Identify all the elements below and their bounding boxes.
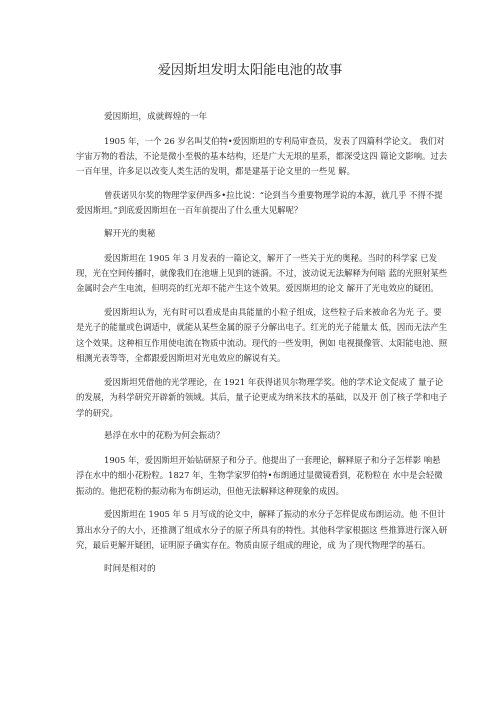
- paragraph: 爱因斯坦在 1905 年 5 月写成的论文中，解释了振动的水分子怎样促成布朗运动。他 不但计算出水分子的大小，还推测了组成水分子的原子所具有的特性。其他科学家根据这 些推算进行深入研究，最后更解开疑团，证明原子确实存在。物质由原子组成的理论，成 为了现代物理学的基石。: [76, 509, 448, 551]
- document-body: [76, 110, 448, 577]
- section-heading: 时间是相对的: [104, 563, 156, 574]
- paragraph: 1905 年，爱因斯坦开始钻研原子和分子。他提出了一套理论，解释原子和分子怎样影 响悬浮在水中的细小花粉粒。1827 年，生物学家罗伯特•布朗通过显微镜看到，花粉粒在 水中是会轻微振动的。他把花粉的振动称为布朗运动，但他无法解释这种现象的成因。: [76, 454, 443, 496]
- paragraph: 曾获诺贝尔奖的物理学家伊西多•拉比说：“论到当今重要物理学说的本源，就几乎 不得不提爱因斯坦。”到底爱因斯坦在一百年前提出了什么重大见解呢？: [76, 190, 443, 216]
- paragraph: 爱因斯坦凭借他的光学理论，在 1921 年获得诺贝尔物理学奖。他的学术论文促成了 量子论的发展，为科学研究开辟新的领域。其后，量子论更成为纳米技术的基础，以及开 创了核子学和电子学的研究。: [76, 376, 448, 418]
- section-heading: 解开光的奥秘: [104, 229, 156, 239]
- paragraph: 爱因斯坦在 1905 年 3 月发表的一篇论文，解开了一些关于光的奥秘。当时的科学家 已发现，光在空间传播时，就像我们在池塘上见到的涟漪。不过，波动说无法解释为何暗 蓝的光照射某些金属时会产生电流，但明亮的红光却不能产生这个效果。爱因斯坦的论文 解开了光电效应的疑团。: [76, 252, 448, 294]
- section-heading: 爱因斯坦，成就辉煌的一年: [104, 112, 208, 122]
- section-heading: 悬浮在水中的花粉为何会振动？: [104, 431, 225, 442]
- document-title: 爱因斯坦发明太阳能电池的故事: [157, 63, 343, 78]
- paragraph: 爱因斯坦认为，光有时可以看成是由具能量的小粒子组成，这些粒子后来被命名为光 子。要是光子的能量或色调适中，就能从某些金属的原子分解出电子。红光的光子能量太 低，因而无法产生这个效果。这种相互作用使电流在物质中流动。现代的一些发明，例如 电视摄像管、太阳能电池、照相测光表等等，全都跟爱因斯坦对光电效应的解说有关。: [76, 307, 448, 364]
- paragraph: 1905 年，一个 26 岁名叫艾伯特•爱因斯坦的专利局审查员，发表了四篇科学论文。 我们对宇宙万物的看法，不论是微小至极的基本结构，还是广大无垠的星系，都深受这四 篇论文影响。过去一百年里，许多足以改变人类生活的发明，都是建基于论文里的一些见 解。: [76, 135, 448, 177]
